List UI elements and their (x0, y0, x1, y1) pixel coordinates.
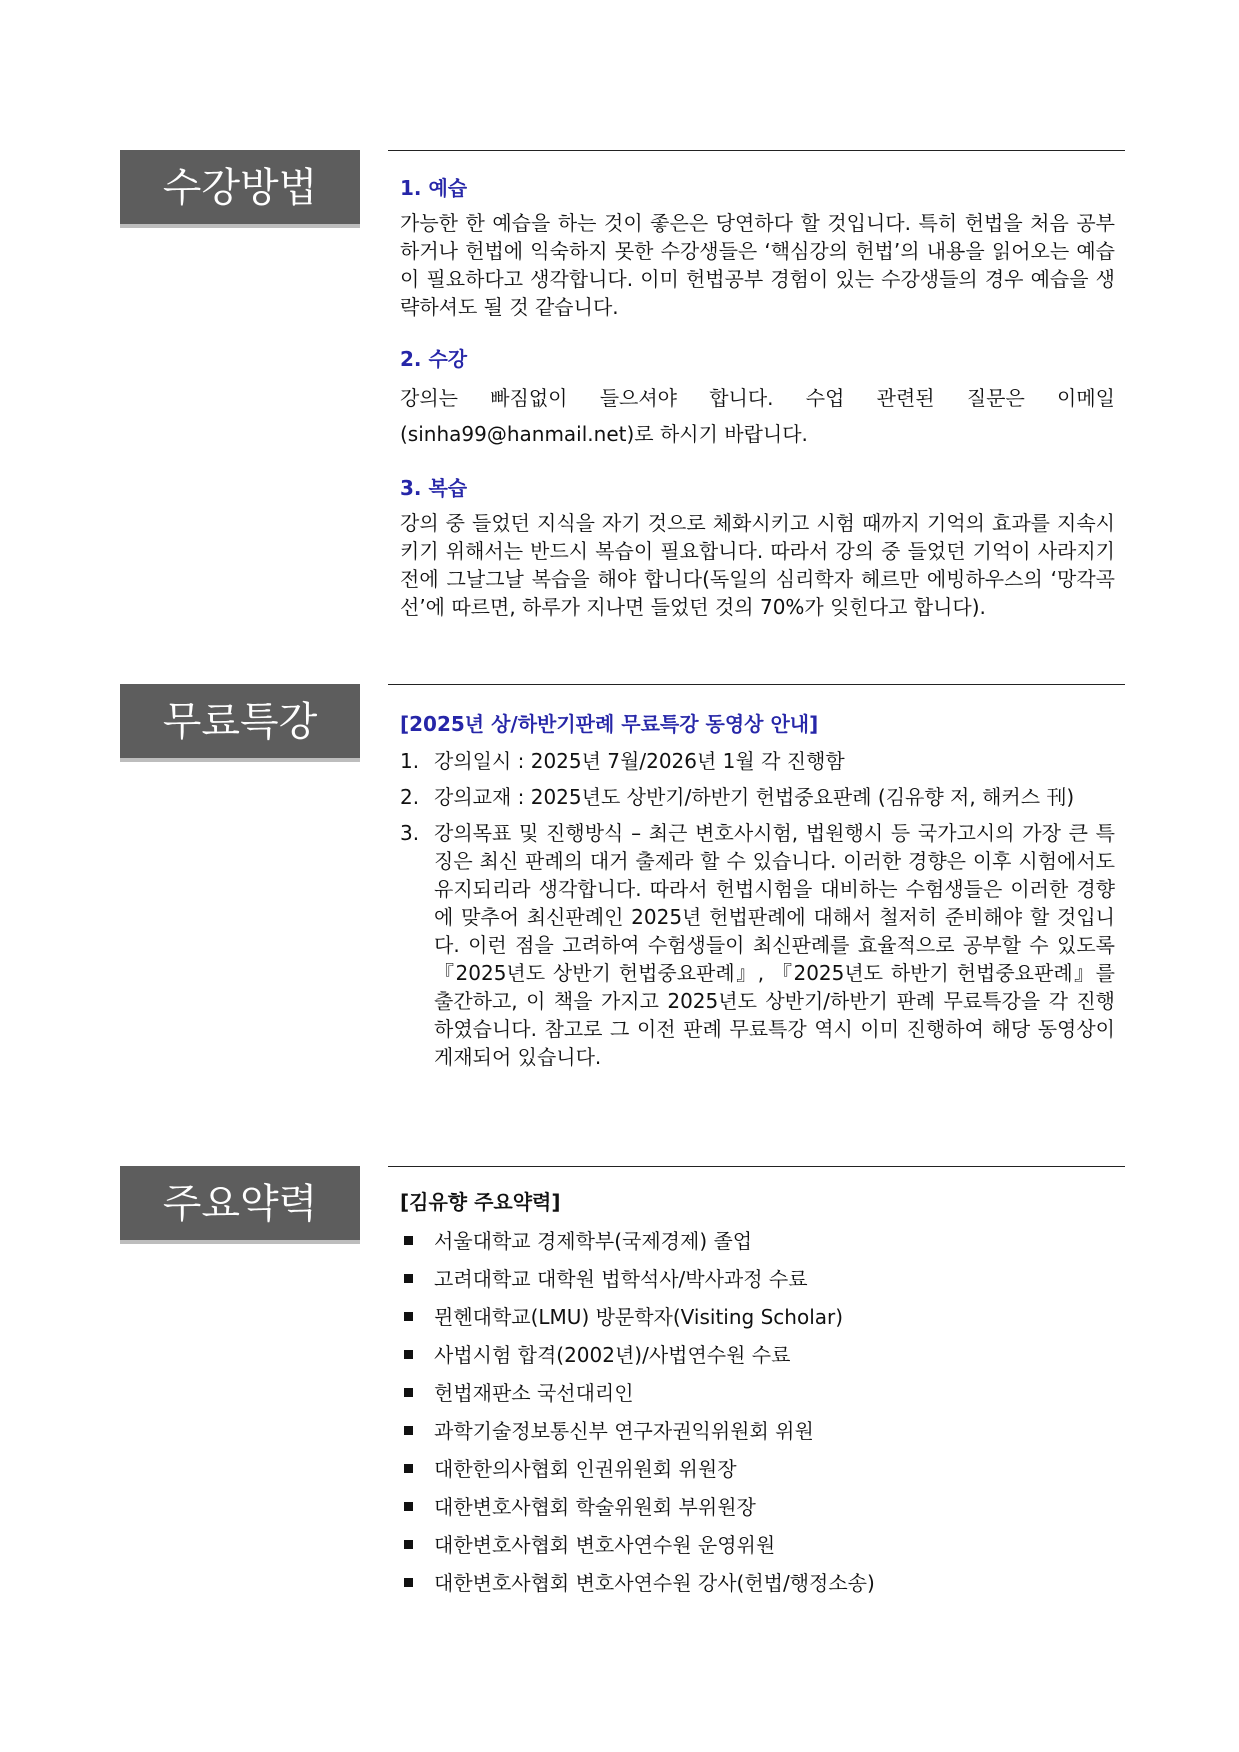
bullet-icon (404, 1236, 413, 1245)
section-label-free: 무료특강 (120, 684, 360, 762)
section-body-career (400, 1182, 1115, 1607)
free-list (400, 747, 1115, 1071)
list-item: 사법시험 합격(2002년)/사법연수원 수료 (400, 1341, 1115, 1369)
section-body-free (400, 708, 1115, 1079)
bullet-icon (404, 1388, 413, 1397)
list-item: 1. 강의일시 : 2025년 7월/2026년 1월 각 진행함 (400, 749, 845, 773)
section-rule (388, 684, 1125, 685)
list-item: 대한변호사협회 학술위원회 부위원장 (400, 1493, 1115, 1521)
section-method (120, 150, 1125, 675)
list-item: 뮌헨대학교(LMU) 방문학자(Visiting Scholar) (400, 1303, 1115, 1331)
method-heading-1: 1. 예습 (400, 176, 468, 200)
bullet-icon (404, 1540, 413, 1549)
list-item: 3. 강의목표 및 진행방식 – 최근 변호사시험, 법원행시 등 국가고시의 가장 큰 특징은 최신 판례의 대거 출제라 할 수 있습니다. 이러한 경향은 이후 시험에서도 유지되리라 생각합니다. 따라서 헌법시험을 대비하는 수험생들은 이러한 경향에 맞추어 최신판례인 2025년 헌법판례에 대해서 철저히 준비해야 할 것입니다. 이런 점을 고려하여 수험생들이 최신판례를 효율적으로 공부할 수 있도록 『2025년도 상반기 헌법중요판례』, 『2025년도 하반기 헌법중요판례』를 출간하고, 이 책을 가지고 2025년도 상반기/하반기 판례 무료특강을 각 진행하였습니다. 참고로 그 이전 판례 무료특강 역시 이미 진행하여 해당 동영상이 게재되어 있습니다. (400, 821, 1115, 1069)
list-item: 대한변호사협회 변호사연수원 강사(헌법/행정소송) (400, 1569, 1115, 1597)
list-item: 고려대학교 대학원 법학석사/박사과정 수료 (400, 1265, 1115, 1293)
list-item: 과학기술정보통신부 연구자권익위원회 위원 (400, 1417, 1115, 1445)
bullet-icon (404, 1464, 413, 1473)
career-list (400, 1227, 1115, 1597)
method-heading-2: 2. 수강 (400, 347, 468, 371)
bullet-icon (404, 1274, 413, 1283)
method-text-1: 가능한 한 예습을 하는 것이 좋은은 당연하다 할 것입니다. 특히 헌법을 처음 공부하거나 헌법에 익숙하지 못한 수강생들은 ‘핵심강의 헌법’의 내용을 읽어오는 예습이 필요하다고 생각합니다. 이미 헌법공부 경험이 있는 수강생들의 경우 예습을 생략하셔도 될 것 같습니다. (400, 211, 1115, 319)
bullet-icon (404, 1502, 413, 1511)
section-free-lecture (120, 684, 1125, 1154)
list-item: 헌법재판소 국선대리인 (400, 1379, 1115, 1407)
bullet-icon (404, 1312, 413, 1321)
section-career (120, 1166, 1125, 1606)
list-item: 대한한의사협회 인권위원회 위원장 (400, 1455, 1115, 1483)
list-item: 서울대학교 경제학부(국제경제) 졸업 (400, 1227, 1115, 1255)
bullet-icon (404, 1426, 413, 1435)
free-heading: [2025년 상/하반기판례 무료특강 동영상 안내] (400, 712, 819, 736)
method-text-2: 강의는 빠짐없이 들으셔야 합니다. 수업 관련된 질문은 이메일 (sinha99@hanmail.net)로 하시기 바랍니다. (400, 386, 1115, 446)
section-label-career: 주요약력 (120, 1166, 360, 1244)
section-rule (388, 1166, 1125, 1167)
section-label-method: 수강방법 (120, 150, 360, 228)
bullet-icon (404, 1350, 413, 1359)
section-body-method (400, 172, 1115, 621)
list-item: 2. 강의교재 : 2025년도 상반기/하반기 헌법중요판례 (김유향 저, 해커스 刊) (400, 785, 1075, 809)
career-heading: [김유향 주요약력] (400, 1190, 561, 1214)
method-text-3: 강의 중 들었던 지식을 자기 것으로 체화시키고 시험 때까지 기억의 효과를 지속시키기 위해서는 반드시 복습이 필요합니다. 따라서 강의 중 들었던 기억이 사라지기 전에 그날그날 복습을 해야 합니다(독일의 심리학자 헤르만 에빙하우스의 ‘망각곡선’에 따르면, 하루가 지나면 들었던 것의 70%가 잊힌다고 합니다). (400, 511, 1115, 619)
method-heading-3: 3. 복습 (400, 476, 468, 500)
section-rule (388, 150, 1125, 151)
list-item: 대한변호사협회 변호사연수원 운영위원 (400, 1531, 1115, 1559)
bullet-icon (404, 1578, 413, 1587)
